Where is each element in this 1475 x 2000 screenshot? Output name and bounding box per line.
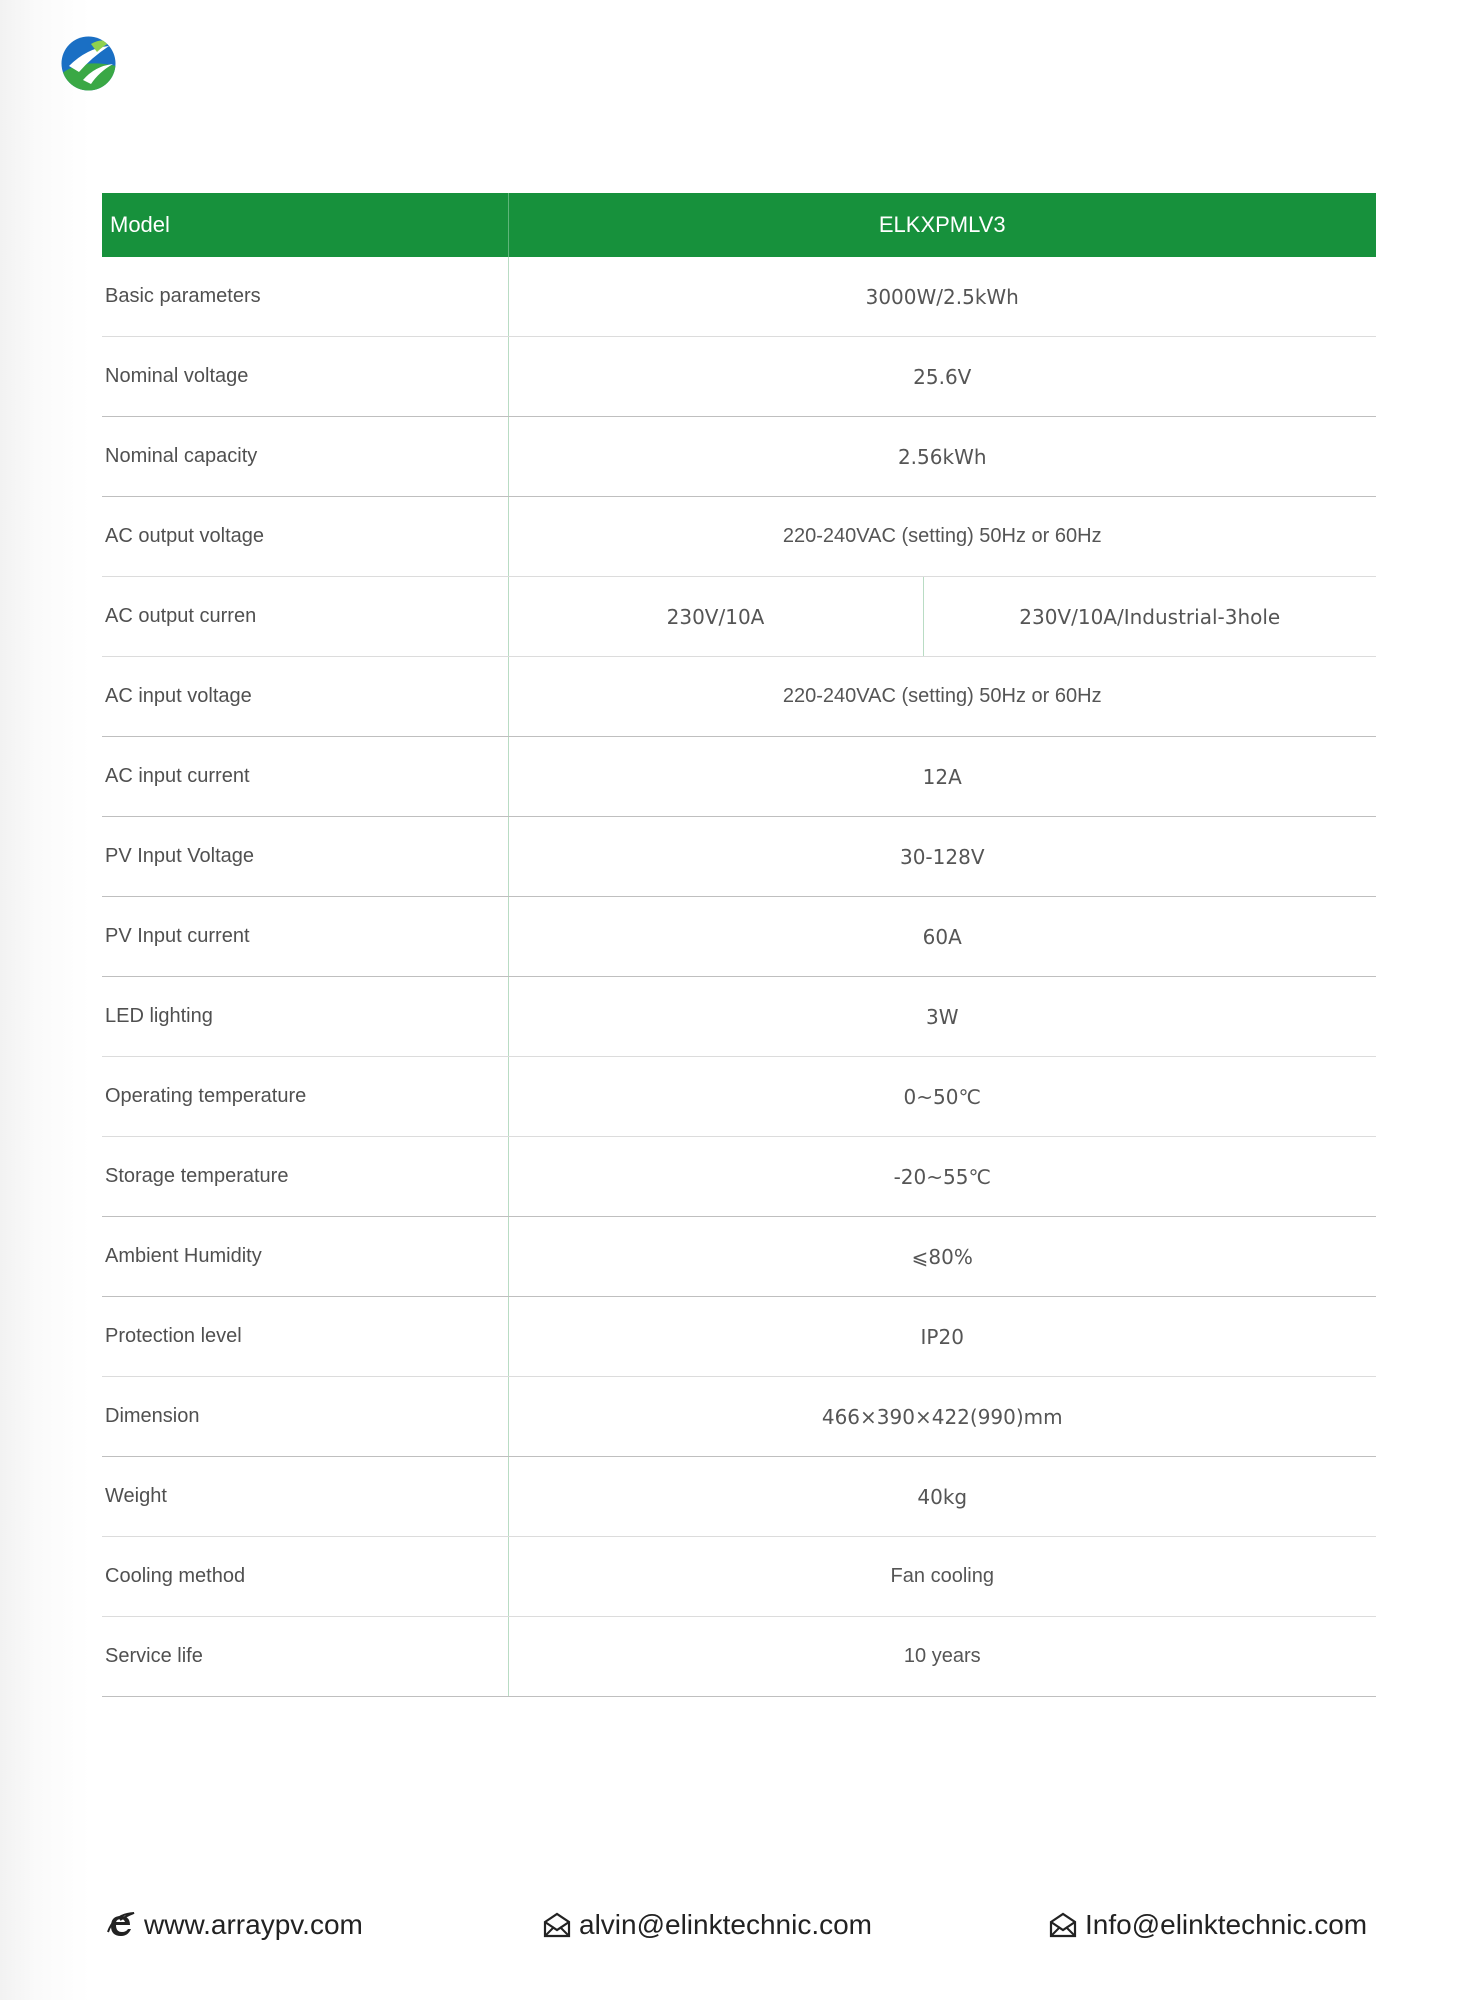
- row-value: 2.56kWh: [508, 417, 1376, 497]
- table-row: [102, 817, 1376, 897]
- table-row: [102, 657, 1376, 737]
- row-label: Nominal voltage: [102, 337, 508, 417]
- spec-table: [102, 193, 1376, 1697]
- row-label: PV Input Voltage: [102, 817, 508, 897]
- table-row: [102, 577, 1376, 657]
- table-row: [102, 497, 1376, 577]
- row-value: 40kg: [508, 1457, 1376, 1537]
- row-value: 30-128V: [508, 817, 1376, 897]
- table-header-row: [102, 193, 1376, 257]
- row-value: 60A: [508, 897, 1376, 977]
- row-value-a: 230V/10A: [508, 577, 923, 657]
- row-value: 3W: [508, 977, 1376, 1057]
- email-link-2[interactable]: Info@elinktechnic.com: [1085, 1909, 1368, 1940]
- table-row: [102, 337, 1376, 417]
- side-shade: [0, 0, 90, 2000]
- envelope-icon: [543, 1912, 571, 1938]
- row-value: IP20: [508, 1297, 1376, 1377]
- table-row: [102, 1377, 1376, 1457]
- row-value: 466×390×422(990)mm: [508, 1377, 1376, 1457]
- table-row: [102, 417, 1376, 497]
- table-row: [102, 897, 1376, 977]
- row-label: PV Input current: [102, 897, 508, 977]
- table-row: [102, 737, 1376, 817]
- row-label: Weight: [102, 1457, 508, 1537]
- row-value: 10 years: [508, 1617, 1376, 1697]
- table-row: [102, 977, 1376, 1057]
- row-label: Ambient Humidity: [102, 1217, 508, 1297]
- row-label: Storage temperature: [102, 1137, 508, 1217]
- internet-explorer-icon: [106, 1910, 136, 1940]
- table-row: [102, 1137, 1376, 1217]
- row-label: Operating temperature: [102, 1057, 508, 1137]
- row-value: 25.6V: [508, 337, 1376, 417]
- model-value: ELKXPMLV3: [508, 193, 1376, 257]
- table-row: [102, 1297, 1376, 1377]
- row-label: AC input voltage: [102, 657, 508, 737]
- company-logo-icon: [61, 36, 116, 91]
- row-value: 220-240VAC (setting) 50Hz or 60Hz: [508, 497, 1376, 577]
- table-row: [102, 1217, 1376, 1297]
- model-label: Model: [102, 193, 508, 257]
- row-value: ⩽80%: [508, 1217, 1376, 1297]
- table-row: [102, 257, 1376, 337]
- row-value: -20~55℃: [508, 1137, 1376, 1217]
- row-label: AC input current: [102, 737, 508, 817]
- table-row: [102, 1457, 1376, 1537]
- row-label: Service life: [102, 1617, 508, 1697]
- row-value: 220-240VAC (setting) 50Hz or 60Hz: [508, 657, 1376, 737]
- row-label: Dimension: [102, 1377, 508, 1457]
- footer-email-1[interactable]: [543, 1905, 872, 1945]
- row-value: 0~50℃: [508, 1057, 1376, 1137]
- row-label: Nominal capacity: [102, 417, 508, 497]
- row-label: Protection level: [102, 1297, 508, 1377]
- row-value-b: 230V/10A/Industrial-3hole: [923, 577, 1376, 657]
- row-value: 12A: [508, 737, 1376, 817]
- footer-email-2[interactable]: [1049, 1905, 1367, 1945]
- row-label: LED lighting: [102, 977, 508, 1057]
- envelope-icon: [1049, 1912, 1077, 1938]
- row-value: Fan cooling: [508, 1537, 1376, 1617]
- row-label: Cooling method: [102, 1537, 508, 1617]
- table-row: [102, 1537, 1376, 1617]
- table-row: [102, 1617, 1376, 1697]
- row-label: AC output voltage: [102, 497, 508, 577]
- row-label: Basic parameters: [102, 257, 508, 337]
- table-row: [102, 1057, 1376, 1137]
- row-label: AC output curren: [102, 577, 508, 657]
- email-link-1[interactable]: alvin@elinktechnic.com: [579, 1909, 872, 1940]
- footer-website[interactable]: [106, 1905, 363, 1945]
- row-value: 3000W/2.5kWh: [508, 257, 1376, 337]
- website-link[interactable]: www.arraypv.com: [144, 1909, 363, 1940]
